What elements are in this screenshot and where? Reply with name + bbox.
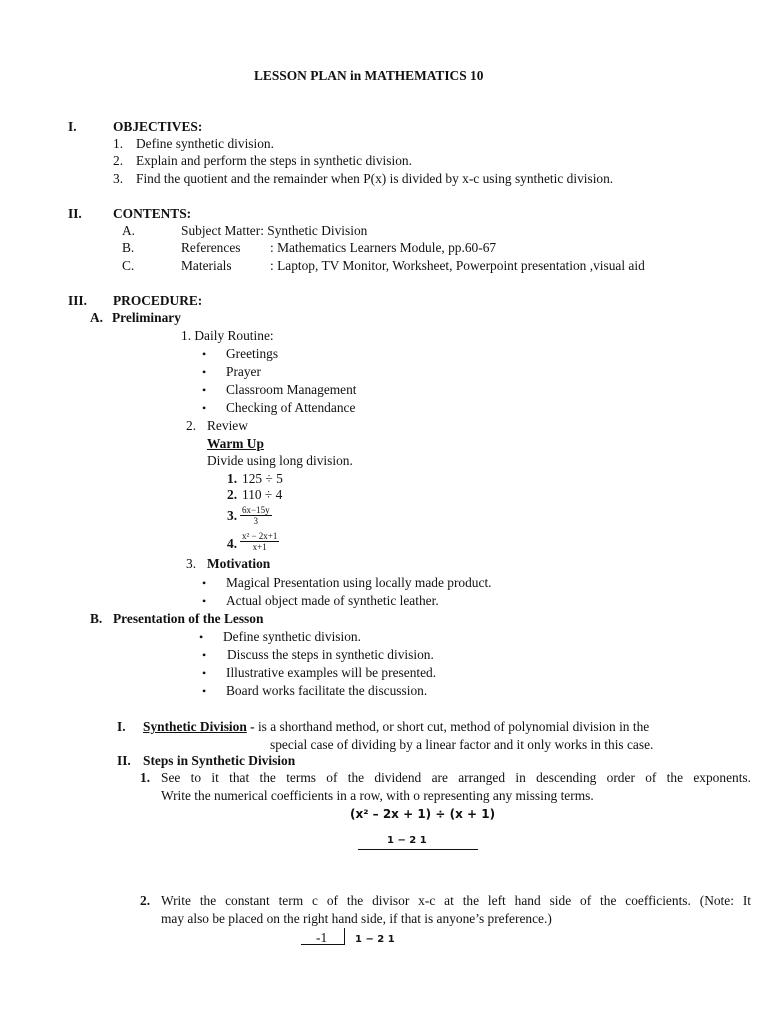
division-bar bbox=[344, 928, 345, 944]
warm-up-heading: Warm Up bbox=[207, 436, 264, 451]
objective-number: 2. bbox=[113, 153, 124, 168]
fraction-denominator: 3 bbox=[253, 516, 259, 526]
constant-underline bbox=[301, 944, 345, 945]
references-label: References bbox=[181, 240, 241, 255]
routine-item: Checking of Attendance bbox=[226, 400, 356, 415]
presentation-item: Define synthetic division. bbox=[223, 629, 361, 644]
exercise-text: 110 ÷ 4 bbox=[242, 487, 283, 502]
presentation-item: Board works facilitate the discussion. bbox=[226, 683, 428, 698]
routine-item: Greetings bbox=[226, 346, 279, 361]
fraction-numerator: 6x−15y bbox=[242, 505, 270, 515]
motivation-number: 3. bbox=[186, 556, 197, 571]
divisor-constant: -1 bbox=[316, 930, 328, 945]
exercise-number: 1. bbox=[227, 471, 238, 486]
fraction-numerator: x² − 2x+1 bbox=[242, 531, 278, 541]
contents-letter: C. bbox=[122, 258, 135, 273]
contents-numeral: II. bbox=[68, 206, 82, 221]
motivation-item: Actual object made of synthetic leather. bbox=[226, 593, 439, 608]
objectives-numeral: I. bbox=[68, 119, 77, 134]
routine-item: Prayer bbox=[226, 364, 261, 379]
bullet-icon: • bbox=[202, 684, 207, 698]
bullet-icon: • bbox=[202, 383, 207, 397]
presentation-item: Illustrative examples will be presented. bbox=[226, 665, 437, 680]
definition-numeral: I. bbox=[117, 719, 126, 734]
motivation-item: Magical Presentation using locally made product. bbox=[226, 575, 492, 590]
fraction-denominator: x+1 bbox=[252, 542, 267, 552]
presentation-letter: B. bbox=[90, 611, 103, 626]
bullet-icon: • bbox=[202, 648, 207, 662]
step-number: 1. bbox=[140, 770, 151, 785]
materials-label: Materials bbox=[181, 258, 232, 273]
bullet-icon: • bbox=[202, 666, 207, 680]
exercise-number: 3. bbox=[227, 508, 238, 523]
coefficient-underline bbox=[358, 849, 478, 850]
steps-numeral: II. bbox=[117, 753, 131, 768]
coefficient-row: 1 − 2 1 bbox=[355, 934, 395, 945]
bullet-icon: • bbox=[202, 594, 207, 608]
review-number: 2. bbox=[186, 418, 197, 433]
objective-text: Explain and perform the steps in synthetic division. bbox=[136, 153, 412, 168]
preliminary-letter: A. bbox=[90, 310, 104, 325]
objective-text: Define synthetic division. bbox=[136, 136, 274, 151]
bullet-icon: • bbox=[202, 347, 207, 361]
references-value: : Mathematics Learners Module, pp.60-67 bbox=[270, 240, 497, 255]
objective-number: 3. bbox=[113, 171, 124, 186]
contents-heading: CONTENTS: bbox=[113, 206, 192, 221]
fraction bbox=[240, 505, 272, 526]
preliminary-heading: Preliminary bbox=[112, 310, 181, 325]
steps-heading: Steps in Synthetic Division bbox=[143, 753, 296, 768]
fraction bbox=[240, 531, 279, 552]
presentation-heading: Presentation of the Lesson bbox=[113, 611, 264, 626]
motivation-heading: Motivation bbox=[207, 556, 271, 571]
exercise-number: 2. bbox=[227, 487, 238, 502]
definition-term: Synthetic Division bbox=[143, 719, 247, 734]
routine-item: Classroom Management bbox=[226, 382, 357, 397]
materials-value: : Laptop, TV Monitor, Worksheet, Powerpoint presentation ,visual aid bbox=[270, 258, 645, 273]
procedure-numeral: III. bbox=[68, 293, 87, 308]
division-expression: (x² – 2x + 1) ÷ (x + 1) bbox=[350, 807, 496, 821]
definition-dash: - bbox=[246, 719, 258, 734]
bullet-icon: • bbox=[202, 365, 207, 379]
coefficient-row: 1 − 2 1 bbox=[387, 835, 427, 846]
exercise-text: 125 ÷ 5 bbox=[242, 471, 283, 486]
step-text: may also be placed on the right hand side, if that is anyone’s preference.) bbox=[161, 911, 552, 926]
definition-text: is a shorthand method, or short cut, method of polynomial division in the bbox=[257, 719, 650, 734]
objectives-heading: OBJECTIVES: bbox=[113, 119, 203, 134]
step-text: Write the numerical coefficients in a row, with o representing any missing terms. bbox=[161, 788, 594, 803]
definition-line bbox=[143, 719, 649, 735]
warm-up-instruction: Divide using long division. bbox=[207, 453, 353, 468]
exercise-number: 4. bbox=[227, 536, 238, 551]
bullet-icon: • bbox=[202, 576, 207, 590]
daily-routine-label: 1. Daily Routine: bbox=[181, 328, 274, 343]
definition-text-continued: special case of dividing by a linear factor and it only works in this case. bbox=[270, 737, 654, 752]
objective-text: Find the quotient and the remainder when P(x) is divided by x-c using synthetic division. bbox=[136, 171, 614, 186]
objective-number: 1. bbox=[113, 136, 124, 151]
contents-letter: A. bbox=[122, 223, 136, 238]
subject-matter: Subject Matter: Synthetic Division bbox=[181, 223, 368, 238]
step-number: 2. bbox=[140, 893, 151, 908]
page-title: LESSON PLAN in MATHEMATICS 10 bbox=[254, 68, 484, 83]
bullet-icon: • bbox=[202, 401, 207, 415]
step-text: See to it that the terms of the dividend are arranged in descending order of the exponents. bbox=[161, 770, 751, 785]
procedure-heading: PROCEDURE: bbox=[113, 293, 203, 308]
contents-letter: B. bbox=[122, 240, 135, 255]
presentation-item: Discuss the steps in synthetic division. bbox=[227, 647, 434, 662]
step-text: Write the constant term c of the divisor x-c at the left hand side of the coefficients. (Note: It bbox=[161, 893, 751, 908]
review-label: Review bbox=[207, 418, 248, 433]
bullet-icon: • bbox=[199, 630, 204, 644]
